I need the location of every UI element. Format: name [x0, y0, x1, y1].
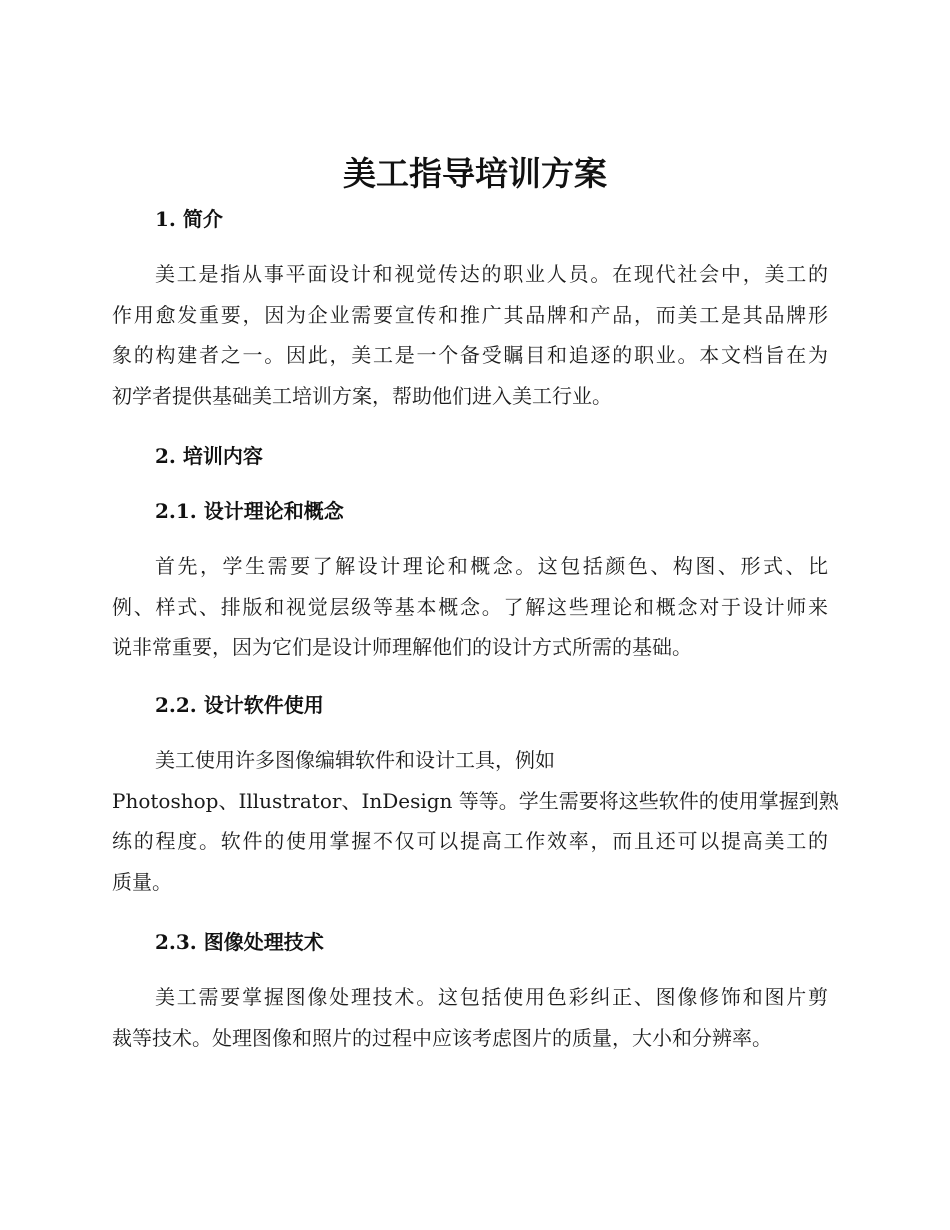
- paragraph-line: 作用愈发重要，因为企业需要宣传和推广其品牌和产品，而美工是其品牌形: [112, 302, 828, 327]
- paragraph-image-processing: [112, 977, 828, 1058]
- paragraph-intro: [112, 254, 828, 416]
- paragraph-line: 质量。: [112, 869, 172, 894]
- paragraph-line: 美工使用许多图像编辑软件和设计工具，例如: [155, 748, 555, 772]
- paragraph-line: Photoshop、Illustrator、InDesign 等等。学生需要将这些软件的使用掌握到熟: [112, 788, 839, 813]
- paragraph-line: 说非常重要，因为它们是设计师理解他们的设计方式所需的基础。: [112, 635, 692, 659]
- section-heading-training-content: 2. 培训内容: [155, 444, 263, 468]
- section-heading-image-processing: 2.3. 图像处理技术: [155, 930, 324, 954]
- paragraph-line: 美工需要掌握图像处理技术。这包括使用色彩纠正、图像修饰和图片剪: [155, 985, 828, 1009]
- paragraph-line: 初学者提供基础美工培训方案，帮助他们进入美工行业。: [112, 383, 612, 408]
- paragraph-line: 美工是指从事平面设计和视觉传达的职业人员。在现代社会中，美工的: [155, 262, 828, 286]
- paragraph-line: 首先，学生需要了解设计理论和概念。这包括颜色、构图、形式、比: [155, 554, 828, 578]
- section-heading-design-software: 2.2. 设计软件使用: [155, 693, 324, 717]
- document-title: 美工指导培训方案: [343, 154, 607, 193]
- paragraph-design-software: [112, 740, 839, 902]
- paragraph-design-theory: [112, 546, 828, 668]
- paragraph-line: 象的构建者之一。因此，美工是一个备受瞩目和追逐的职业。本文档旨在为: [112, 343, 828, 367]
- section-heading-intro: 1. 简介: [155, 207, 223, 231]
- paragraph-line: 裁等技术。处理图像和照片的过程中应该考虑图片的质量，大小和分辨率。: [112, 1025, 772, 1050]
- paragraph-line: 练的程度。软件的使用掌握不仅可以提高工作效率，而且还可以提高美工的: [112, 829, 828, 853]
- section-heading-design-theory: 2.1. 设计理论和概念: [155, 499, 344, 523]
- paragraph-line: 例、样式、排版和视觉层级等基本概念。了解这些理论和概念对于设计师来: [112, 594, 828, 619]
